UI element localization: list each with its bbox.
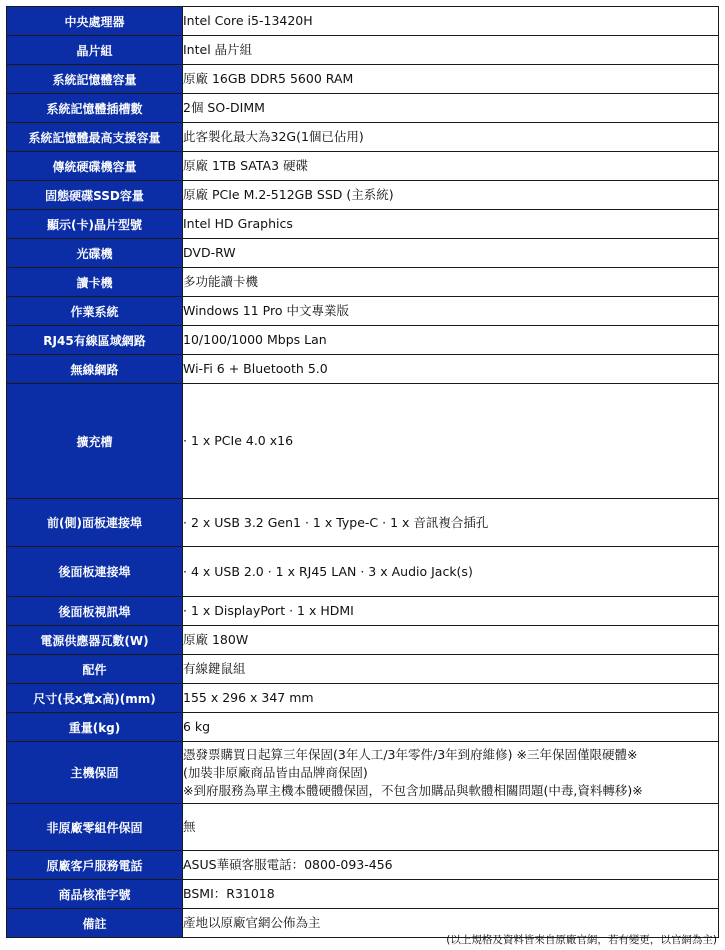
spec-label: 重量(kg) bbox=[7, 713, 183, 742]
spec-value bbox=[183, 880, 719, 909]
spec-value bbox=[183, 547, 719, 597]
spec-value bbox=[183, 326, 719, 355]
spec-value-line: 原廠 1TB SATA3 硬碟 bbox=[183, 158, 309, 173]
spec-row bbox=[7, 626, 719, 655]
spec-row bbox=[7, 326, 719, 355]
spec-label: 商品核准字號 bbox=[7, 880, 183, 909]
spec-label: 電源供應器瓦數(W) bbox=[7, 626, 183, 655]
spec-value-line: 原廠 16GB DDR5 5600 RAM bbox=[183, 71, 354, 86]
spec-value-line: 2個 SO-DIMM bbox=[183, 100, 265, 115]
spec-value bbox=[183, 742, 719, 804]
spec-label: 尺寸(長x寬x高)(mm) bbox=[7, 684, 183, 713]
spec-value-line: 6 kg bbox=[183, 719, 211, 734]
spec-value bbox=[183, 597, 719, 626]
spec-value bbox=[183, 36, 719, 65]
spec-row bbox=[7, 742, 719, 804]
spec-label: 擴充槽 bbox=[7, 384, 183, 499]
spec-label: 作業系統 bbox=[7, 297, 183, 326]
spec-value-line: 155 x 296 x 347 mm bbox=[183, 690, 314, 705]
spec-row bbox=[7, 123, 719, 152]
spec-value bbox=[183, 297, 719, 326]
spec-row bbox=[7, 499, 719, 547]
spec-label: 後面板連接埠 bbox=[7, 547, 183, 597]
spec-value-line: ※到府服務為單主機本體硬體保固，不包含加購品與軟體相關問題(中毒,資料轉移)※ bbox=[183, 782, 643, 798]
spec-value-line: · 4 x USB 2.0 · 1 x RJ45 LAN · 3 x Audio Jack(s) bbox=[183, 563, 473, 579]
spec-value-line: 產地以原廠官網公佈為主 bbox=[183, 915, 321, 930]
spec-row bbox=[7, 297, 719, 326]
spec-label: 備註 bbox=[7, 909, 183, 938]
spec-table-body bbox=[7, 7, 719, 938]
spec-label: 主機保固 bbox=[7, 742, 183, 804]
spec-value bbox=[183, 851, 719, 880]
spec-row bbox=[7, 384, 719, 499]
footnote: (以上規格及資料皆來自原廠官網，若有變更，以官網為主) bbox=[446, 934, 717, 946]
spec-value bbox=[183, 355, 719, 384]
spec-label: 系統記憶體最高支援容量 bbox=[7, 123, 183, 152]
spec-row bbox=[7, 181, 719, 210]
spec-value-line: 原廠 180W bbox=[183, 632, 249, 647]
spec-row bbox=[7, 94, 719, 123]
spec-row bbox=[7, 268, 719, 297]
spec-value-line: · 2 x USB 3.2 Gen1 · 1 x Type-C · 1 x 音訊複合插孔 bbox=[183, 514, 489, 530]
spec-value-line: 憑發票購買日起算三年保固(3年人工/3年零件/3年到府維修) ※三年保固僅限硬體※ bbox=[183, 746, 638, 762]
spec-value-line: Wi-Fi 6 + Bluetooth 5.0 bbox=[183, 361, 328, 376]
spec-value-line: Intel Core i5-13420H bbox=[183, 13, 313, 28]
spec-value bbox=[183, 713, 719, 742]
spec-value-line: BSMI：R31018 bbox=[183, 886, 275, 901]
spec-value bbox=[183, 626, 719, 655]
spec-value bbox=[183, 181, 719, 210]
spec-value-line: 此客製化最大為32G(1個已佔用) bbox=[183, 129, 364, 144]
spec-label: 後面板視訊埠 bbox=[7, 597, 183, 626]
spec-row bbox=[7, 355, 719, 384]
spec-label: RJ45有線區域網路 bbox=[7, 326, 183, 355]
spec-label: 無線網路 bbox=[7, 355, 183, 384]
spec-value bbox=[183, 123, 719, 152]
spec-value bbox=[183, 384, 719, 499]
spec-value bbox=[183, 239, 719, 268]
spec-value bbox=[183, 152, 719, 181]
spec-row bbox=[7, 152, 719, 181]
spec-label: 原廠客戶服務電話 bbox=[7, 851, 183, 880]
spec-value bbox=[183, 268, 719, 297]
spec-row bbox=[7, 880, 719, 909]
spec-value-line: 無 bbox=[183, 819, 196, 834]
spec-value-line: ASUS華碩客服電話：0800-093-456 bbox=[183, 857, 393, 872]
spec-value-line: 多功能讀卡機 bbox=[183, 274, 259, 289]
spec-row bbox=[7, 804, 719, 851]
spec-value bbox=[183, 65, 719, 94]
spec-value bbox=[183, 7, 719, 36]
spec-label: 光碟機 bbox=[7, 239, 183, 268]
spec-value bbox=[183, 684, 719, 713]
spec-value-line: Intel HD Graphics bbox=[183, 216, 293, 231]
spec-row bbox=[7, 851, 719, 880]
spec-row bbox=[7, 547, 719, 597]
spec-value-line: 10/100/1000 Mbps Lan bbox=[183, 332, 327, 347]
spec-row bbox=[7, 210, 719, 239]
spec-value bbox=[183, 655, 719, 684]
spec-value bbox=[183, 210, 719, 239]
spec-row bbox=[7, 7, 719, 36]
spec-label: 系統記憶體插槽數 bbox=[7, 94, 183, 123]
spec-label: 晶片組 bbox=[7, 36, 183, 65]
spec-value-line: · 1 x PCIe 4.0 x16 bbox=[183, 433, 294, 448]
spec-row bbox=[7, 655, 719, 684]
spec-row bbox=[7, 239, 719, 268]
spec-row bbox=[7, 36, 719, 65]
spec-row bbox=[7, 713, 719, 742]
spec-label: 讀卡機 bbox=[7, 268, 183, 297]
spec-label: 顯示(卡)晶片型號 bbox=[7, 210, 183, 239]
spec-label: 配件 bbox=[7, 655, 183, 684]
spec-value-line: 原廠 PCIe M.2-512GB SSD (主系統) bbox=[183, 187, 394, 202]
spec-value-line: (加裝非原廠商品皆由品牌商保固) bbox=[183, 764, 368, 780]
spec-label: 非原廠零組件保固 bbox=[7, 804, 183, 851]
spec-label: 傳統硬碟機容量 bbox=[7, 152, 183, 181]
spec-value-line: Windows 11 Pro 中文專業版 bbox=[183, 303, 349, 318]
spec-label: 前(側)面板連接埠 bbox=[7, 499, 183, 547]
spec-value-line: Intel 晶片組 bbox=[183, 42, 253, 57]
spec-label: 系統記憶體容量 bbox=[7, 65, 183, 94]
spec-value bbox=[183, 94, 719, 123]
spec-table bbox=[6, 6, 719, 938]
spec-row bbox=[7, 684, 719, 713]
spec-value bbox=[183, 804, 719, 851]
spec-value-line: 有線鍵鼠組 bbox=[183, 661, 246, 676]
spec-row bbox=[7, 597, 719, 626]
spec-value-line: DVD-RW bbox=[183, 245, 236, 260]
spec-label: 中央處理器 bbox=[7, 7, 183, 36]
spec-row bbox=[7, 65, 719, 94]
spec-value-line: · 1 x DisplayPort · 1 x HDMI bbox=[183, 603, 354, 618]
spec-value bbox=[183, 499, 719, 547]
spec-label: 固態硬碟SSD容量 bbox=[7, 181, 183, 210]
